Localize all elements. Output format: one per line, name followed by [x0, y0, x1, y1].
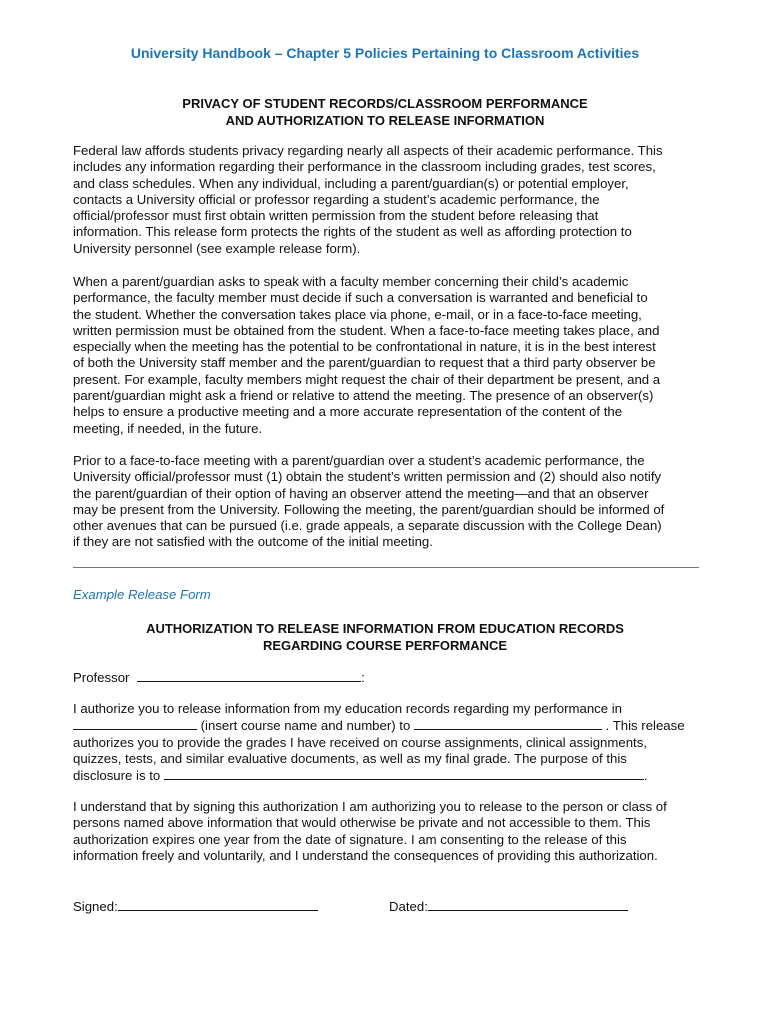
paragraph-line: and class schedules. When any individual, including a parent/guardian(s) or potential employer,: [73, 175, 629, 191]
understanding-paragraph: [73, 799, 699, 864]
paragraph-line: may be present from the University. Following the meeting, the parent/guardian should be informed of: [73, 501, 665, 517]
professor-name-field[interactable]: [137, 669, 361, 682]
authorization-text: . This release: [601, 718, 685, 734]
paragraph-parent-guardian: [73, 274, 699, 437]
paragraph-line: written permission must be obtained from the student. When a face-to-face meeting takes place, and: [73, 322, 660, 338]
paragraph-line: Federal law affords students privacy regarding nearly all aspects of their academic performance. This: [73, 143, 663, 158]
paragraph-line: contacts a University official or professor regarding a student’s academic performance, the: [73, 191, 600, 207]
authorization-line-course: [73, 717, 699, 734]
paragraph-line: the student. Whether the conversation takes place via phone, e-mail, or in a face-to-face meeting,: [73, 306, 642, 322]
paragraph-line: includes any information regarding their performance in the classroom including grades, test scores,: [73, 159, 656, 175]
paragraph-line: of both the University staff member and the parent/guardian to request that a third party observer be: [73, 355, 656, 371]
authorization-line: I authorize you to release information from my education records regarding my performance in: [73, 701, 623, 716]
paragraph-prior-meeting: [73, 453, 699, 551]
signed-line: [73, 898, 318, 914]
course-name-field[interactable]: [73, 717, 197, 730]
handbook-header: University Handbook – Chapter 5 Policies Pertaining to Classroom Activities: [130, 45, 640, 61]
form-title-line-1: AUTHORIZATION TO RELEASE INFORMATION FROM EDUCATION RECORDS: [146, 621, 624, 636]
section-title: [0, 95, 770, 129]
paragraph-line: if they are not satisfied with the outcome of the initial meeting.: [73, 534, 433, 550]
form-title: [0, 620, 770, 654]
signature-field[interactable]: [118, 898, 318, 911]
authorization-text: .: [643, 768, 648, 784]
paragraph-line: helps to ensure a productive meeting and a more accurate representation of the content of the: [73, 404, 623, 420]
paragraph-line: University personnel (see example release form).: [73, 240, 361, 256]
disclosure-purpose-field[interactable]: [164, 767, 644, 780]
paragraph-line: authorization expires one year from the date of signature. I am consenting to the release of this: [73, 831, 627, 847]
paragraph-line: University official/professor must (1) obtain the student’s written permission and (2) should also notify: [73, 469, 662, 485]
paragraph-line: other avenues that can be pursued (i.e. grade appeals, a separate discussion with the College Dean): [73, 518, 662, 534]
professor-label: Professor: [73, 670, 130, 685]
paragraph-line: official/professor must first obtain written permission from the student before releasing that: [73, 208, 599, 224]
authorization-paragraph: [73, 701, 699, 784]
authorization-line: authorizes you to provide the grades I have received on course assignments, clinical assignments,: [73, 734, 647, 750]
dated-label: Dated:: [389, 899, 428, 914]
example-release-form-label: Example Release Form: [73, 587, 211, 602]
section-divider: [73, 567, 699, 568]
section-title-line-2: AND AUTHORIZATION TO RELEASE INFORMATION: [225, 113, 545, 128]
dated-line: [389, 898, 628, 914]
paragraph-federal-law: [73, 143, 699, 257]
form-title-line-2: REGARDING COURSE PERFORMANCE: [262, 638, 508, 653]
paragraph-line: performance, the faculty member must decide if such a conversation is warranted and beneficial to: [73, 290, 648, 306]
paragraph-line: information freely and voluntarily, and I understand the consequences of providing this authorization.: [73, 847, 658, 863]
paragraph-line: present. For example, faculty members might request the chair of their department be present, and a: [73, 371, 661, 387]
authorization-text: disclosure is to: [73, 768, 164, 784]
paragraph-line: I understand that by signing this authorization I am authorizing you to release to the person or class of: [73, 799, 667, 814]
paragraph-line: persons named above information that would otherwise be private and not accessible to them. This: [73, 815, 651, 831]
paragraph-line: the parent/guardian of their option of having an observer attend the meeting—and that an observer: [73, 485, 649, 501]
paragraph-line: meeting, if needed, in the future.: [73, 420, 263, 436]
paragraph-line: Prior to a face-to-face meeting with a parent/guardian over a student’s academic performance, the: [73, 453, 645, 468]
paragraph-line: especially when the meeting has the potential to be confrontational in nature, it is in the best interest: [73, 339, 656, 355]
date-field[interactable]: [428, 898, 628, 911]
signed-label: Signed:: [73, 899, 118, 914]
paragraph-line: When a parent/guardian asks to speak with a faculty member concerning their child’s academic: [73, 274, 629, 289]
section-title-line-1: PRIVACY OF STUDENT RECORDS/CLASSROOM PERFORMANCE: [182, 96, 588, 111]
release-recipient-field[interactable]: [414, 717, 602, 730]
authorization-line: quizzes, tests, and similar evaluative documents, as well as my final grade. The purpose of this: [73, 750, 627, 766]
professor-suffix: :: [361, 670, 365, 685]
paragraph-line: information. This release form protects the rights of the student as well as affording protection to: [73, 224, 632, 240]
authorization-text: (insert course name and number) to: [197, 718, 414, 734]
paragraph-line: parent/guardian might ask a friend or relative to attend the meeting. The presence of an observer(s): [73, 388, 654, 404]
authorization-line-purpose: [73, 767, 699, 784]
professor-line: [73, 669, 365, 685]
